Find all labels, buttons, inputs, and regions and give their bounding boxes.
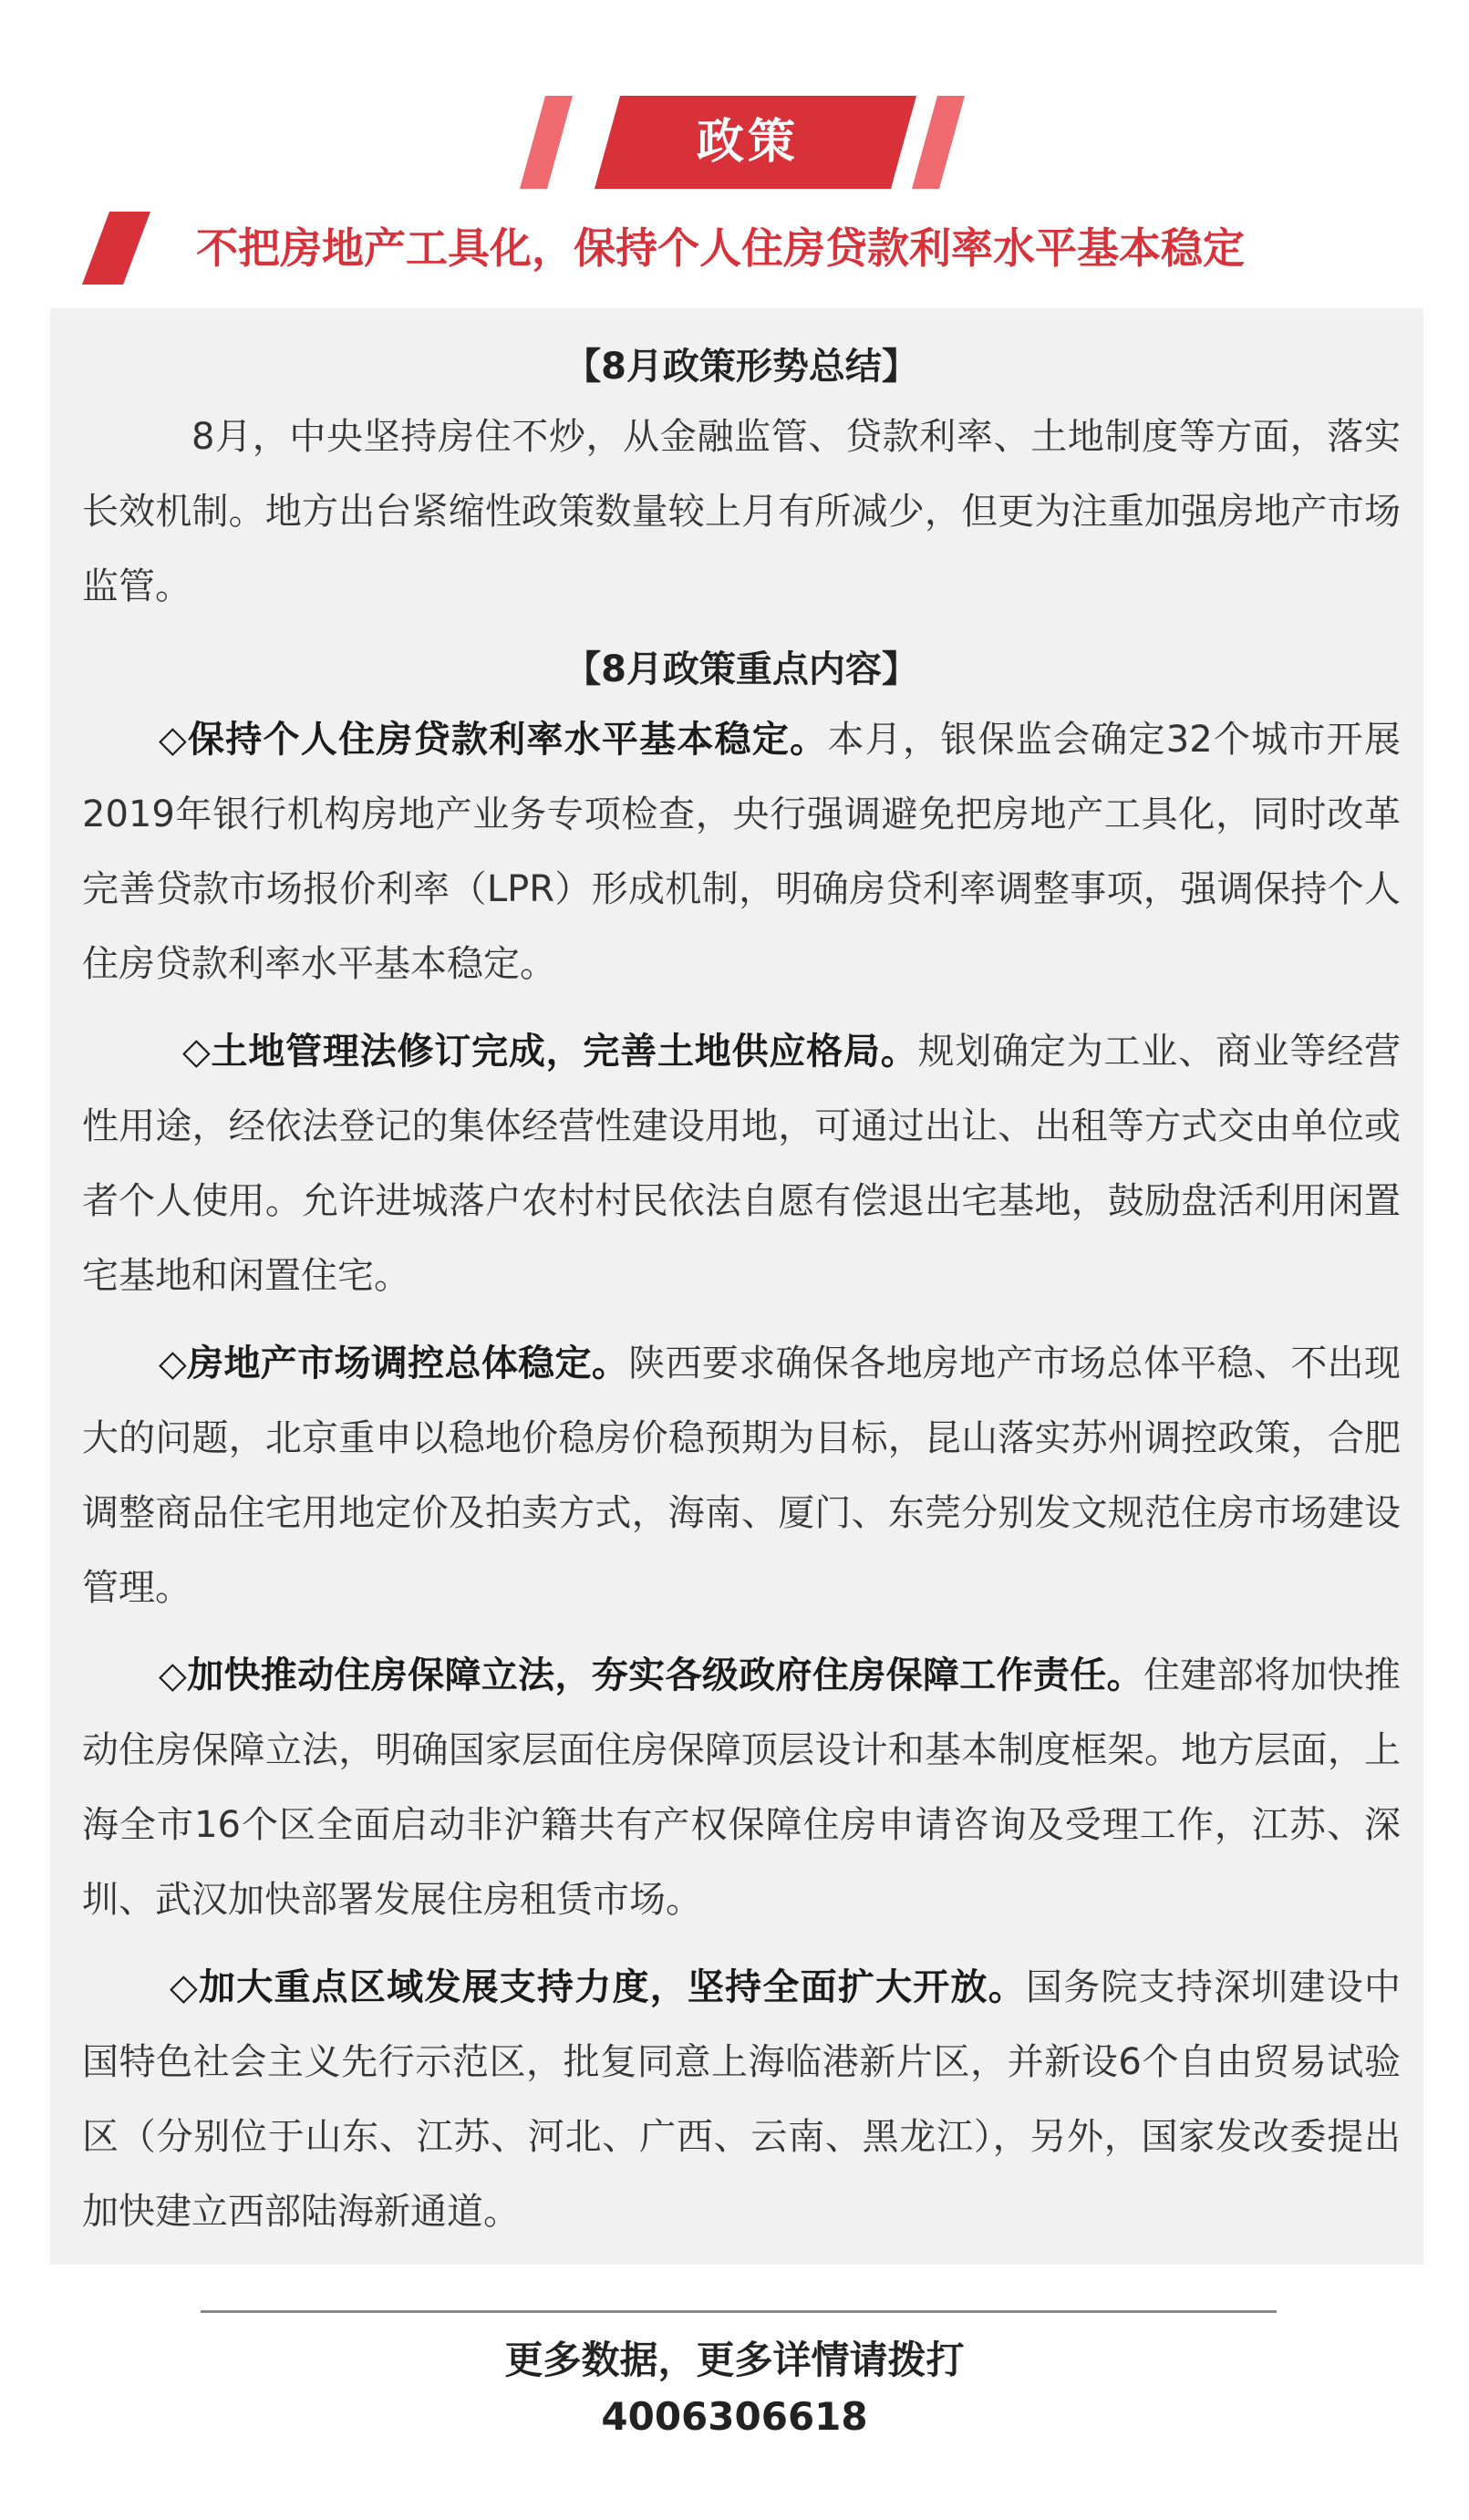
subtitle-marker xyxy=(82,212,182,285)
key-point-1-text: 本月，银保监会确定32个城市开展2019年银行机构房地产业务专项检查，央行强调避免把房地产工具化，同时改革完善贷款市场报价利率（LPR）形成机制，明确房贷利率调整事项，强调保持个人住房贷款利率水平基本稳定。 xyxy=(82,719,1401,985)
key-point-4 xyxy=(82,1638,1401,1937)
key-point-4-lead: ◇加快推动住房保障立法，夯实各级政府住房保障工作责任。 xyxy=(159,1654,1143,1696)
banner-title: 政策 xyxy=(696,115,799,170)
content-panel xyxy=(50,308,1423,2265)
key-point-3 xyxy=(82,1326,1401,1625)
key-point-2-lead: ◇土地管理法修订完成，完善土地供应格局。 xyxy=(182,1031,918,1073)
key-point-1 xyxy=(82,702,1401,1001)
key-point-4-text: 住建部将加快推动住房保障立法，明确国家层面住房保障顶层设计和基本制度框架。地方层面，上海全市16个区全面启动非沪籍共有产权保障住房申请咨询及受理工作，江苏、深圳、武汉加快部署发展住房租赁市场。 xyxy=(82,1654,1401,1921)
key-points-heading: 【8月政策重点内容】 xyxy=(564,648,918,690)
footer-divider xyxy=(201,2310,1277,2313)
header-banner xyxy=(520,96,976,189)
page-subtitle: 不把房地产工具化，保持个人住房贷款利率水平基本稳定 xyxy=(196,223,1245,273)
key-point-1-lead: ◇保持个人住房贷款利率水平基本稳定。 xyxy=(159,719,828,761)
summary-heading: 【8月政策形势总结】 xyxy=(564,346,918,388)
key-point-5 xyxy=(82,1950,1401,2249)
key-point-2 xyxy=(82,1014,1401,1313)
key-point-3-lead: ◇房地产市场调控总体稳定。 xyxy=(159,1343,629,1384)
key-point-2-text: 规划确定为工业、商业等经营性用途，经依法登记的集体经营性建设用地，可通过出让、出租等方式交由单位或者个人使用。允许进城落户农村村民依法自愿有偿退出宅基地，鼓励盘活利用闲置宅基地和闲置住宅。 xyxy=(82,1031,1402,1297)
footer-phone[interactable]: 4006306618 xyxy=(601,2394,868,2439)
key-point-5-lead: ◇加大重点区域发展支持力度，坚持全面扩大开放。 xyxy=(170,1966,1026,2008)
key-point-3-text: 陕西要求确保各地房地产市场总体平稳、不出现大的问题，北京重申以稳地价稳房价稳预期为目标，昆山落实苏州调控政策，合肥调整商品住宅用地定价及拍卖方式，海南、厦门、东莞分别发文规范住房市场建设管理。 xyxy=(82,1343,1401,1609)
summary-text: 8月，中央坚持房住不炒，从金融监管、贷款利率、土地制度等方面，落实长效机制。地方出台紧缩性政策数量较上月有所减少，但更为注重加强房地产市场监管。 xyxy=(82,416,1401,607)
footer-text: 更多数据，更多详情请拨打 xyxy=(504,2338,965,2382)
key-point-5-text: 国务院支持深圳建设中国特色社会主义先行示范区，批复同意上海临港新片区，并新设6个自由贸易试验区（分别位于山东、江苏、河北、广西、云南、黑龙江），另外，国家发改委提出加快建立西部陆海新通道。 xyxy=(82,1966,1402,2233)
subtitle-row xyxy=(82,212,1413,285)
